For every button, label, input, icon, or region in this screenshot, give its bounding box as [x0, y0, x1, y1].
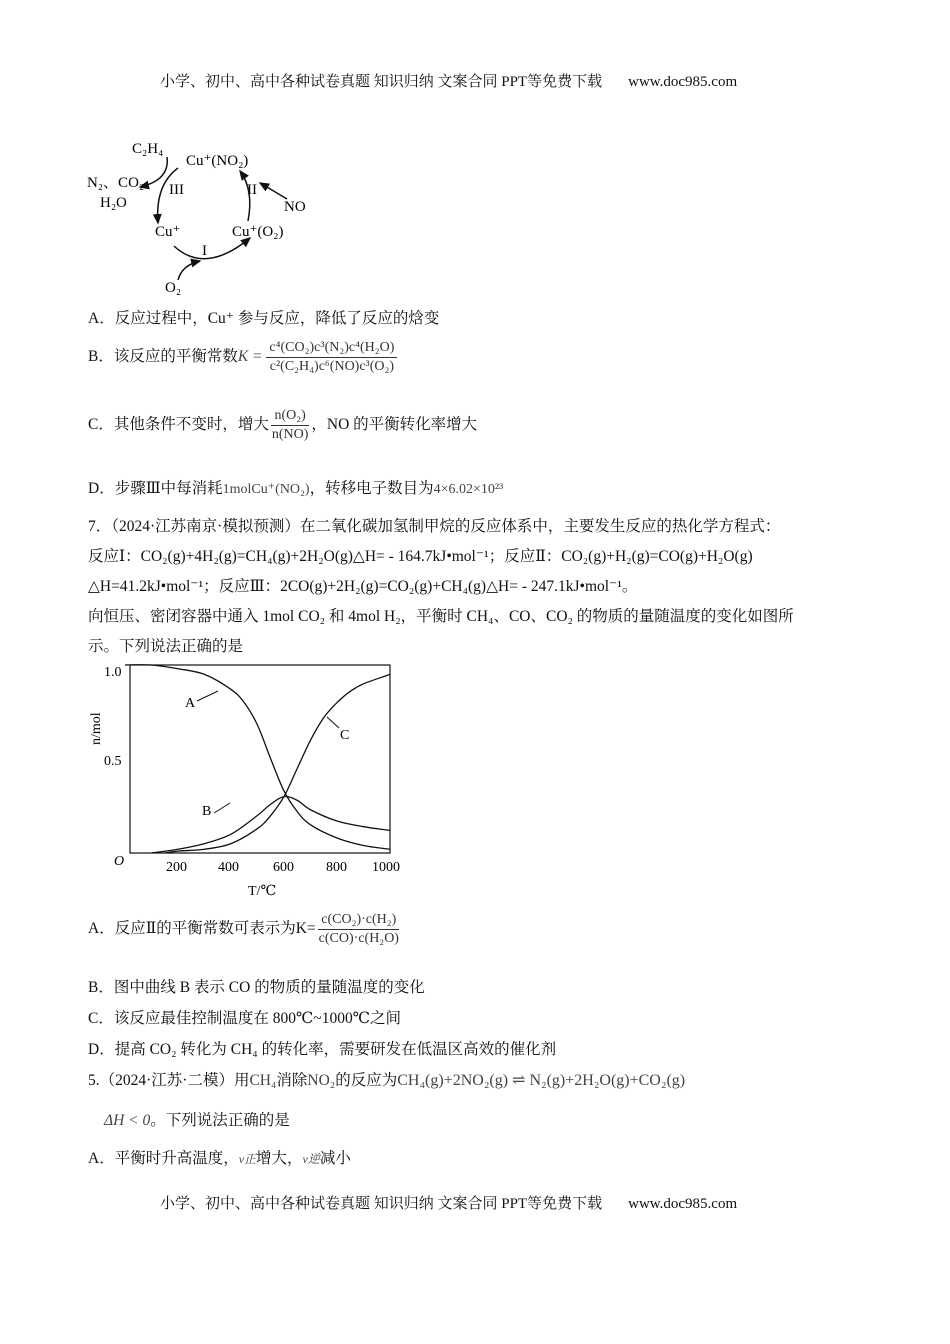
q7-option-c: C．该反应最佳控制温度在 800℃~1000℃之间	[88, 1010, 402, 1027]
q6-option-c	[88, 408, 477, 443]
x-axis-label: T/℃	[248, 884, 277, 899]
q7-option-d: D．提高 CO₂ 转化为 CH₄ 的转化率，需要研发在低温区高效的催化剂	[88, 1041, 557, 1058]
label-o2: O₂	[165, 280, 182, 295]
q6-b-k: K =	[237, 348, 263, 366]
curve-label-b: B	[202, 804, 212, 819]
catalytic-cycle-diagram	[80, 135, 350, 295]
q6-d-text: D．步骤Ⅲ中每消耗	[88, 480, 223, 497]
q7-option-b: B．图中曲线 B 表示 CO 的物质的量随温度的变化	[88, 979, 425, 996]
curve-c-leader	[327, 717, 339, 728]
q5-ch4: CH₄	[249, 1072, 277, 1089]
label-step-3: III	[169, 182, 184, 198]
curve-a-leader	[197, 691, 218, 701]
q6-option-b	[88, 340, 397, 375]
q7-stem-line-3: △H=41.2kJ•mol⁻¹；反应Ⅲ：2CO(g)+2H₂(g)=CO₂(g)+CH₄(g)△H= - 247.1kJ•mol⁻¹。	[88, 578, 638, 595]
q5-stem-line-1	[88, 1068, 685, 1090]
footer-text: 小学、初中、高中各种试卷真题 知识归纳 文案合同 PPT等免费下载	[160, 1196, 603, 1212]
y-tick-0.5: 0.5	[104, 754, 122, 769]
q5-a-text: A．平衡时升高温度，	[88, 1150, 239, 1167]
q6-d-mid: ，转移电子数目为	[309, 480, 434, 497]
q5-mid2: 的反应为	[335, 1072, 398, 1089]
y-tick-1.0: 1.0	[104, 665, 122, 680]
label-h2o: H₂O	[100, 195, 127, 211]
q6-b-text: B．该反应的平衡常数	[88, 348, 238, 366]
q7-stem-line-4: 向恒压、密闭容器中通入 1mol CO₂ 和 4mol H₂，平衡时 CH₄、CO、CO₂ 的物质的量随温度的变化如图所	[88, 608, 794, 625]
curve-b-leader	[214, 803, 230, 813]
temperature-chart	[80, 655, 420, 900]
q7-stem-line-2: 反应Ⅰ：CO₂(g)+4H₂(g)=CH₄(g)+2H₂O(g)△H= - 164.7kJ•mol⁻¹；反应Ⅱ：CO₂(g)+H₂(g)=CO(g)+H₂O(g)	[88, 548, 753, 565]
curve-a	[125, 665, 390, 850]
header-text: 小学、初中、高中各种试卷真题 知识归纳 文案合同 PPT等免费下载	[160, 74, 603, 90]
q5-a-mid: 增大，	[256, 1150, 303, 1167]
q7-a-denominator: c(CO)·c(H₂O)	[318, 931, 399, 946]
page-header	[160, 70, 737, 91]
q6-c-text: C．其他条件不变时，增大	[88, 416, 269, 434]
label-c2h4: C₂H₄	[132, 141, 164, 157]
header-site: www.doc985.com	[628, 74, 738, 90]
q6-b-fraction	[266, 340, 397, 375]
curve-b	[152, 796, 391, 853]
label-cu: Cu⁺	[155, 224, 181, 240]
curve-label-c: C	[340, 728, 350, 743]
label-step-2: II	[247, 182, 257, 198]
y-axis-label: n/mol	[89, 712, 104, 745]
q6-d-value: 4×6.02×10²³	[433, 482, 504, 497]
origin-label: O	[114, 854, 125, 869]
x-tick-200: 200	[166, 860, 187, 875]
q6-b-numerator: c⁴(CO₂)c³(N₂)c⁴(H₂O)	[266, 340, 397, 358]
q5-mid1: 消除	[276, 1072, 308, 1089]
curve-c	[165, 674, 390, 853]
q5-no2: NO₂	[307, 1072, 336, 1089]
x-tick-600: 600	[273, 860, 294, 875]
q5-option-a	[88, 1146, 351, 1168]
q5-delta-h: ΔH < 0	[104, 1112, 151, 1129]
q6-c-suffix: ，NO 的平衡转化率增大	[311, 416, 478, 434]
x-tick-1000: 1000	[372, 860, 400, 875]
q7-stem-line-1: 7．（2024·江苏南京·模拟预测）在二氧化碳加氢制甲烷的反应体系中，主要发生反应的热化学方程式：	[88, 518, 781, 535]
q7-a-text: A．反应Ⅱ的平衡常数可表示为K=	[88, 920, 316, 938]
q7-option-a	[88, 912, 402, 947]
x-tick-800: 800	[326, 860, 347, 875]
q5-a-suffix: 减小	[319, 1150, 351, 1167]
q6-c-numerator: n(O₂)	[271, 408, 308, 426]
q6-option-a: A．反应过程中，Cu⁺ 参与反应，降低了反应的焓变	[88, 310, 440, 327]
q5-v-forward: v正	[238, 1152, 257, 1166]
label-step-1: I	[202, 243, 207, 259]
q7-a-fraction	[316, 912, 402, 947]
footer-site: www.doc985.com	[628, 1196, 738, 1212]
label-cu-o2: Cu⁺(O₂)	[232, 224, 284, 240]
label-no: NO	[284, 199, 306, 215]
q5-equation: CH₄(g)+2NO₂(g) ⇌ N₂(g)+2H₂O(g)+CO₂(g)	[397, 1072, 686, 1089]
q6-d-formula: 1molCu⁺(NO₂)	[222, 482, 310, 497]
q5-prefix: 5.（2024·江苏·二模）用	[88, 1072, 250, 1089]
q5-line2-text: 。下列说法正确的是	[150, 1112, 290, 1129]
curve-label-a: A	[185, 696, 196, 711]
x-tick-400: 400	[218, 860, 239, 875]
q5-v-reverse: v逆	[302, 1152, 320, 1166]
label-n2-co2: N₂、CO₂	[87, 175, 145, 191]
page-footer	[160, 1192, 737, 1213]
label-cu-no2: Cu⁺(NO₂)	[186, 153, 249, 169]
q6-c-denominator: n(NO)	[271, 427, 309, 442]
q5-stem-line-2	[104, 1108, 290, 1130]
q7-stem-line-5: 示。下列说法正确的是	[88, 638, 244, 655]
q6-option-d	[88, 476, 503, 498]
q7-a-numerator: c(CO₂)·c(H₂)	[318, 912, 399, 930]
q6-b-denominator: c²(C₂H₄)c⁶(NO)c³(O₂)	[269, 359, 395, 374]
q6-c-fraction	[269, 408, 312, 443]
